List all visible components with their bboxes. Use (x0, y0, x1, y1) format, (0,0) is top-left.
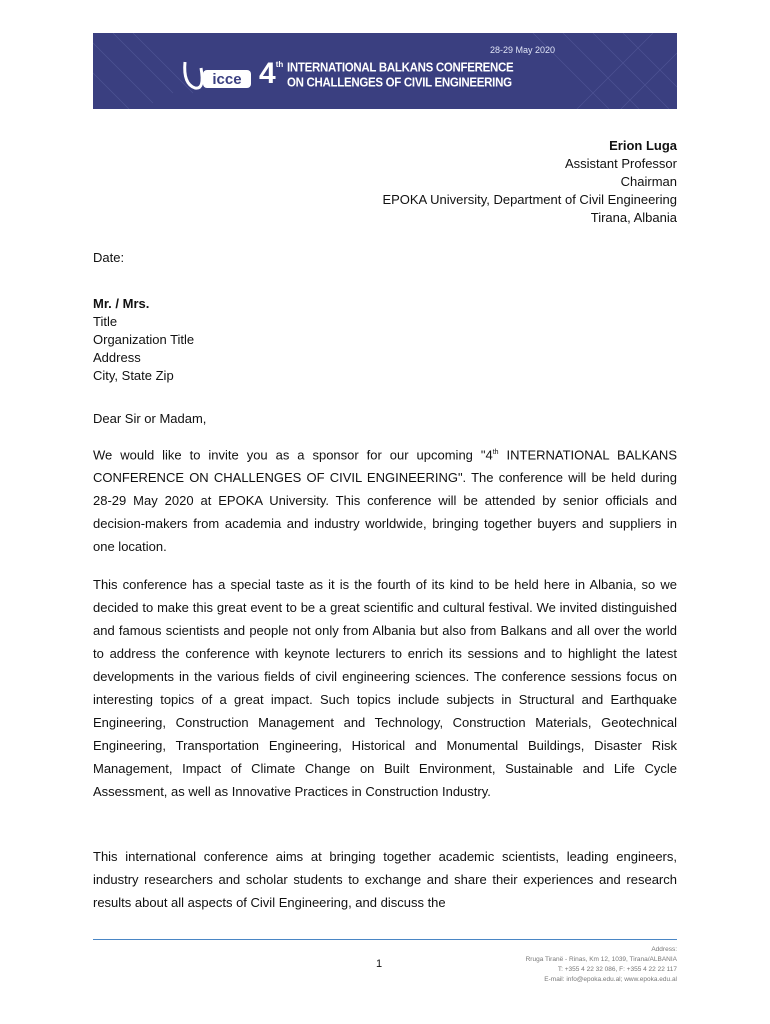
footer-divider (93, 939, 677, 940)
banner-title-line2: ON CHALLENGES OF CIVIL ENGINEERING (287, 76, 512, 90)
conference-banner (93, 33, 677, 109)
sender-block (382, 137, 677, 227)
sender-location: Tirana, Albania (590, 210, 677, 225)
page-number: 1 (376, 958, 383, 970)
recipient-address: Address (93, 350, 141, 365)
paragraph-invitation: We would like to invite you as a sponsor for our upcoming "4th INTERNATIONAL BALKANS CONFERENCE ON CHALLENGES OF CIVIL ENGINEERING". The conference will be held during 28-29 May 2020 at EPOKA University. This conference will be attended by senior officials and decision-makers from academia and industry worldwide, bringing together buyers and suppliers in one location. (93, 447, 677, 555)
email-line: E-mail: info@epoka.edu.al; www.epoka.edu.al (544, 976, 677, 983)
recipient-block (93, 295, 194, 385)
sender-name: Erion Luga (609, 138, 677, 153)
recipient-city: City, State Zip (93, 368, 174, 383)
paragraph-conference-topics: This conference has a special taste as it is the fourth of its kind to be held here in Albania, so we decided to make this great event to be a great scientific and cultural festival. We invited distinguished and famous scientists and people not only from Albania but also from Balkans and all over the world to address the conference with keynote lecturers to enrich its sessions and to highlight the latest developments in the various fields of civil engineering sciences. The conference sessions focus on interesting topics of a great impact. Such topics include subjects in Structural and Earthquake Engineering, Construction Management and Technology, Construction Materials, Geotechnical Engineering, Transportation Engineering, Historical and Monumental Buildings, Disaster Risk Management, Impact of Climate Change on Built Environment, Sustainable and Life Cycle Assessment, as well as Innovative Practices in Construction Industry. (93, 577, 677, 799)
address-label: Address: (651, 946, 677, 953)
recipient-organization: Organization Title (93, 332, 195, 347)
edition-number: 4th (259, 57, 284, 90)
sender-role: Chairman (620, 174, 677, 189)
banner-date: 28-29 May 2020 (490, 45, 556, 55)
icce-logo-text: icce (212, 71, 242, 88)
footer-address (526, 945, 677, 985)
recipient-title: Title (93, 314, 118, 329)
paragraph-conference-aims: This international conference aims at bringing together academic scientists, leading engineers, industry researchers and scholar students to exchange and share their experiences and research results about all aspects of Civil Engineering, and discuss the (93, 849, 677, 910)
phone-line: T: +355 4 22 32 086, F: +355 4 22 22 117 (557, 966, 677, 973)
address-line: Rruga Tiranë - Rinas, Km 12, 1039, Tirana/ALBANIA (525, 956, 677, 963)
sender-position: Assistant Professor (565, 156, 677, 171)
recipient-salutation: Mr. / Mrs. (93, 296, 150, 311)
edition-suffix: th (275, 60, 284, 69)
sender-institution: EPOKA University, Department of Civil Engineering (382, 192, 677, 207)
date-label: Date: (93, 250, 125, 265)
icce-logo (181, 54, 255, 96)
banner-title-line1: INTERNATIONAL BALKANS CONFERENCE (287, 61, 514, 75)
greeting: Dear Sir or Madam, (93, 411, 207, 426)
